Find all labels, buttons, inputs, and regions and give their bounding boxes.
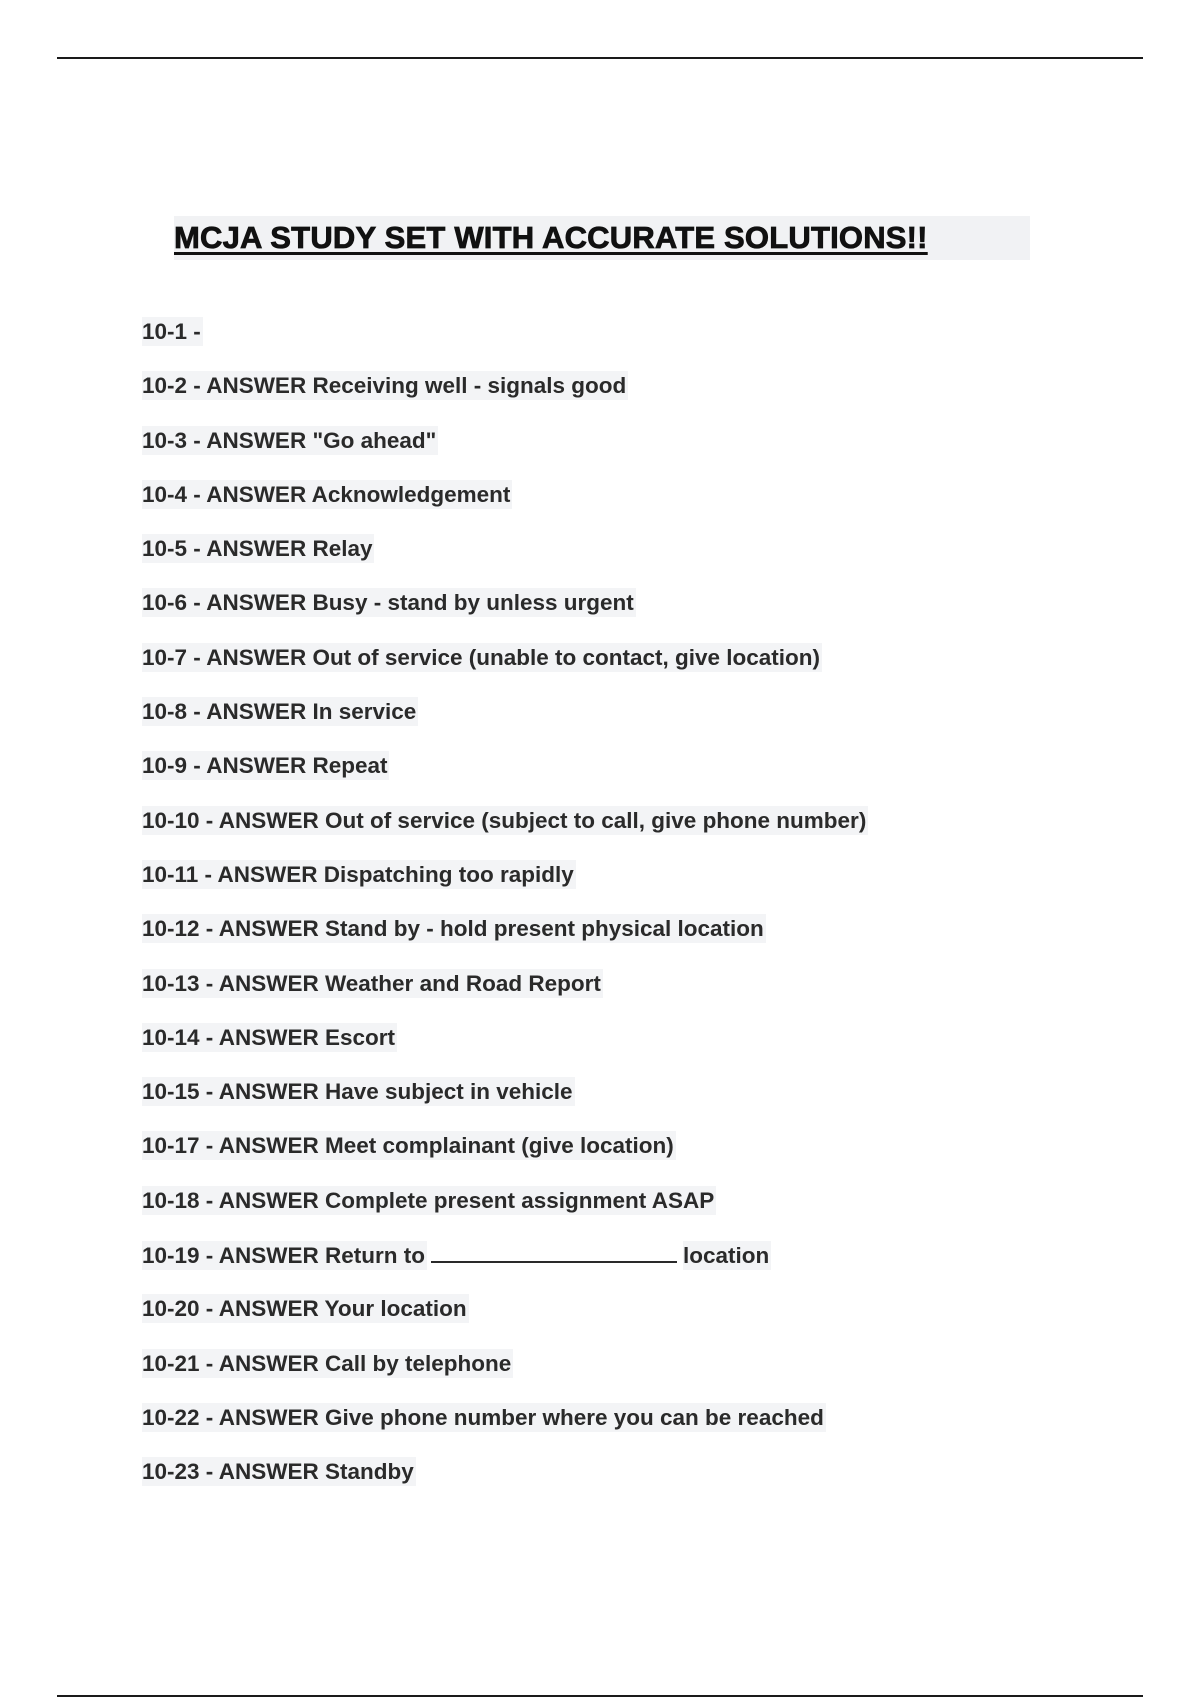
entry-text: 10-5 - ANSWER Relay xyxy=(142,536,373,562)
entry-text: 10-19 - ANSWER Return to xyxy=(142,1243,425,1269)
entry-text: 10-15 - ANSWER Have subject in vehicle xyxy=(142,1079,573,1105)
list-item xyxy=(142,370,1142,424)
list-item xyxy=(142,316,1142,370)
entry-text: 10-7 - ANSWER Out of service (unable to contact, give location) xyxy=(142,644,821,670)
list-item xyxy=(142,1348,1142,1402)
entry-text: 10-1 - xyxy=(142,319,201,344)
list-item xyxy=(142,1130,1142,1184)
entry-text: 10-9 - ANSWER Repeat xyxy=(142,753,388,779)
list-item xyxy=(142,696,1142,750)
entry-text: 10-23 - ANSWER Standby xyxy=(142,1459,414,1485)
list-item xyxy=(142,1239,1142,1293)
entry-text: 10-3 - ANSWER "Go ahead" xyxy=(142,427,437,453)
entry-text: 10-12 - ANSWER Stand by - hold present physical location xyxy=(142,916,764,942)
entry-text: 10-18 - ANSWER Complete present assignment ASAP xyxy=(142,1187,715,1213)
list-item xyxy=(142,1293,1142,1347)
top-divider xyxy=(57,57,1143,59)
list-item xyxy=(142,587,1142,641)
document-title: MCJA STUDY SET WITH ACCURATE SOLUTIONS!! xyxy=(174,216,1030,260)
list-item xyxy=(142,913,1142,967)
list-item xyxy=(142,1022,1142,1076)
list-item xyxy=(142,533,1142,587)
entry-text: 10-21 - ANSWER Call by telephone xyxy=(142,1350,512,1376)
list-item xyxy=(142,425,1142,479)
entry-text: 10-20 - ANSWER Your location xyxy=(142,1296,467,1322)
list-item xyxy=(142,642,1142,696)
list-item xyxy=(142,1402,1142,1456)
entry-text: 10-2 - ANSWER Receiving well - signals good xyxy=(142,373,627,399)
entry-text-after-blank: location xyxy=(682,1243,770,1269)
entry-text: 10-14 - ANSWER Escort xyxy=(142,1024,395,1050)
list-item xyxy=(142,1076,1142,1130)
list-item xyxy=(142,859,1142,913)
list-item xyxy=(142,1456,1142,1510)
list-item xyxy=(142,750,1142,804)
entry-text: 10-11 - ANSWER Dispatching too rapidly xyxy=(142,861,574,887)
bottom-divider xyxy=(57,1695,1143,1697)
entry-text: 10-4 - ANSWER Acknowledgement xyxy=(142,481,511,507)
answer-list xyxy=(142,316,1142,1511)
list-item xyxy=(142,968,1142,1022)
entry-text: 10-22 - ANSWER Give phone number where you can be reached xyxy=(142,1404,824,1430)
list-item xyxy=(142,479,1142,533)
entry-text: 10-17 - ANSWER Meet complainant (give location) xyxy=(142,1133,674,1159)
entry-text: 10-6 - ANSWER Busy - stand by unless urgent xyxy=(142,590,634,616)
list-item xyxy=(142,1185,1142,1239)
entry-text: 10-10 - ANSWER Out of service (subject to call, give phone number) xyxy=(142,807,867,833)
entry-text: 10-8 - ANSWER In service xyxy=(142,699,417,725)
list-item xyxy=(142,805,1142,859)
entry-text: 10-13 - ANSWER Weather and Road Report xyxy=(142,970,601,996)
fill-in-blank xyxy=(431,1239,677,1263)
